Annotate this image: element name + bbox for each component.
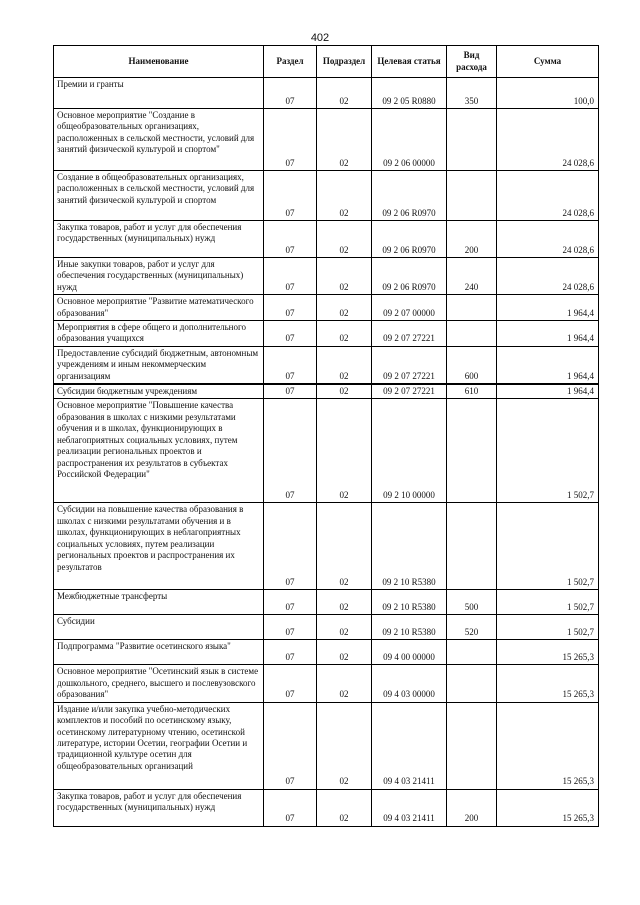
cell-summa: 24 028,6 [497,258,599,295]
cell-podrazdel: 02 [317,640,372,665]
cell-vid: 600 [447,346,497,384]
cell-vid [447,399,497,503]
table-row [54,346,599,384]
cell-summa: 1 502,7 [497,615,599,640]
cell-summa: 100,0 [497,78,599,109]
cell-summa: 15 265,3 [497,789,599,826]
cell-vid [447,665,497,702]
cell-razdel: 07 [264,503,317,590]
table-body [54,78,599,827]
cell-celevaya: 09 2 10 R5380 [372,615,447,640]
col-header-name: Наименование [54,46,264,78]
cell-name: Подпрограмма "Развитие осетинского языка" [54,640,264,665]
cell-summa: 1 964,4 [497,384,599,399]
cell-podrazdel: 02 [317,789,372,826]
cell-summa: 1 964,4 [497,295,599,321]
table-row [54,258,599,295]
cell-name: Издание и/или закупка учебно-методических комплектов и пособий по осетинскому языку, осетинскому литературному чтению, осетинской литературе, истории Осетии, географии Осетии и традиционной культуре осетин для общеобразовательных организаций [54,702,264,789]
cell-summa: 24 028,6 [497,109,599,171]
table-row [54,503,599,590]
cell-summa: 15 265,3 [497,640,599,665]
cell-vid [447,321,497,347]
cell-name: Основное мероприятие "Создание в общеобразовательных организациях, расположенных в сельской местности, условий для занятий физической культурой и спортом" [54,109,264,171]
cell-vid: 350 [447,78,497,109]
cell-celevaya: 09 2 10 R5380 [372,503,447,590]
cell-razdel: 07 [264,399,317,503]
cell-razdel: 07 [264,346,317,384]
cell-podrazdel: 02 [317,503,372,590]
cell-razdel: 07 [264,640,317,665]
cell-podrazdel: 02 [317,399,372,503]
table-row [54,615,599,640]
cell-vid [447,503,497,590]
cell-summa: 24 028,6 [497,171,599,221]
cell-celevaya: 09 2 05 R0880 [372,78,447,109]
cell-summa: 15 265,3 [497,702,599,789]
col-header-vid: Вид расхода [447,46,497,78]
table-header-row [54,46,599,78]
cell-razdel: 07 [264,615,317,640]
cell-celevaya: 09 4 03 21411 [372,702,447,789]
budget-table [53,45,599,827]
table-row [54,384,599,399]
cell-vid: 240 [447,258,497,295]
table-row [54,295,599,321]
cell-name: Субсидии на повышение качества образования в школах с низкими результатами обучения и в школах, функционирующих в неблагоприятных социальных условиях, путем реализации региональных проектов и распространения их результатов [54,503,264,590]
cell-summa: 1 964,4 [497,346,599,384]
col-header-summa: Сумма [497,46,599,78]
table-row [54,590,599,615]
table-row [54,399,599,503]
table-row [54,171,599,221]
cell-name: Основное мероприятие "Повышение качества образования в школах с низкими результатами обучения и в школах, функционирующих в неблагоприятных социальных условиях, путем реализации региональных проектов и распространения их результатов в субъектах Российской Федерации" [54,399,264,503]
cell-podrazdel: 02 [317,321,372,347]
cell-razdel: 07 [264,789,317,826]
cell-name: Основное мероприятие "Осетинский язык в системе дошкольного, среднего, высшего и послевузовского образования" [54,665,264,702]
cell-razdel: 07 [264,221,317,258]
cell-podrazdel: 02 [317,258,372,295]
cell-name: Создание в общеобразовательных организациях, расположенных в сельской местности, условий для занятий физической культурой и спортом [54,171,264,221]
cell-podrazdel: 02 [317,590,372,615]
cell-razdel: 07 [264,78,317,109]
cell-razdel: 07 [264,295,317,321]
col-header-podrazdel: Подраздел [317,46,372,78]
cell-name: Иные закупки товаров, работ и услуг для обеспечения государственных (муниципальных) нужд [54,258,264,295]
cell-podrazdel: 02 [317,702,372,789]
cell-celevaya: 09 2 06 R0970 [372,221,447,258]
cell-podrazdel: 02 [317,665,372,702]
cell-celevaya: 09 4 03 21411 [372,789,447,826]
cell-name: Межбюджетные трансферты [54,590,264,615]
cell-podrazdel: 02 [317,295,372,321]
cell-razdel: 07 [264,171,317,221]
cell-vid: 520 [447,615,497,640]
cell-razdel: 07 [264,702,317,789]
cell-vid [447,171,497,221]
cell-razdel: 07 [264,109,317,171]
cell-summa: 1 502,7 [497,590,599,615]
cell-razdel: 07 [264,590,317,615]
cell-podrazdel: 02 [317,384,372,399]
cell-razdel: 07 [264,384,317,399]
cell-razdel: 07 [264,258,317,295]
cell-name: Мероприятия в сфере общего и дополнительного образования учащихся [54,321,264,347]
cell-celevaya: 09 4 00 00000 [372,640,447,665]
cell-celevaya: 09 2 07 00000 [372,295,447,321]
cell-celevaya: 09 2 07 27221 [372,384,447,399]
cell-celevaya: 09 2 10 R5380 [372,590,447,615]
cell-podrazdel: 02 [317,221,372,258]
cell-vid: 200 [447,789,497,826]
cell-razdel: 07 [264,321,317,347]
table-row [54,789,599,826]
cell-summa: 1 964,4 [497,321,599,347]
cell-vid: 200 [447,221,497,258]
table-row [54,221,599,258]
cell-vid [447,640,497,665]
cell-celevaya: 09 2 10 00000 [372,399,447,503]
cell-name: Закупка товаров, работ и услуг для обеспечения государственных (муниципальных) нужд [54,789,264,826]
table-row [54,702,599,789]
cell-podrazdel: 02 [317,109,372,171]
cell-vid: 610 [447,384,497,399]
cell-name: Закупка товаров, работ и услуг для обеспечения государственных (муниципальных) нужд [54,221,264,258]
col-header-razdel: Раздел [264,46,317,78]
cell-name: Основное мероприятие "Развитие математического образования" [54,295,264,321]
table-row [54,640,599,665]
col-header-celevaya: Целевая статья [372,46,447,78]
table-row [54,321,599,347]
cell-podrazdel: 02 [317,171,372,221]
table-row [54,109,599,171]
cell-celevaya: 09 4 03 00000 [372,665,447,702]
cell-vid [447,109,497,171]
cell-celevaya: 09 2 06 R0970 [372,171,447,221]
cell-vid [447,702,497,789]
cell-celevaya: 09 2 07 27221 [372,321,447,347]
cell-summa: 24 028,6 [497,221,599,258]
table-row [54,78,599,109]
cell-name: Предоставление субсидий бюджетным, автономным учреждениям и иным некоммерческим организациям [54,346,264,384]
cell-celevaya: 09 2 07 27221 [372,346,447,384]
cell-name: Субсидии бюджетным учреждениям [54,384,264,399]
cell-vid [447,295,497,321]
cell-vid: 500 [447,590,497,615]
cell-summa: 1 502,7 [497,399,599,503]
table-row [54,665,599,702]
cell-celevaya: 09 2 06 00000 [372,109,447,171]
cell-summa: 15 265,3 [497,665,599,702]
cell-celevaya: 09 2 06 R0970 [372,258,447,295]
page-number: 402 [310,32,330,44]
cell-razdel: 07 [264,665,317,702]
cell-summa: 1 502,7 [497,503,599,590]
cell-name: Субсидии [54,615,264,640]
cell-podrazdel: 02 [317,346,372,384]
cell-name: Премии и гранты [54,78,264,109]
cell-podrazdel: 02 [317,78,372,109]
cell-podrazdel: 02 [317,615,372,640]
